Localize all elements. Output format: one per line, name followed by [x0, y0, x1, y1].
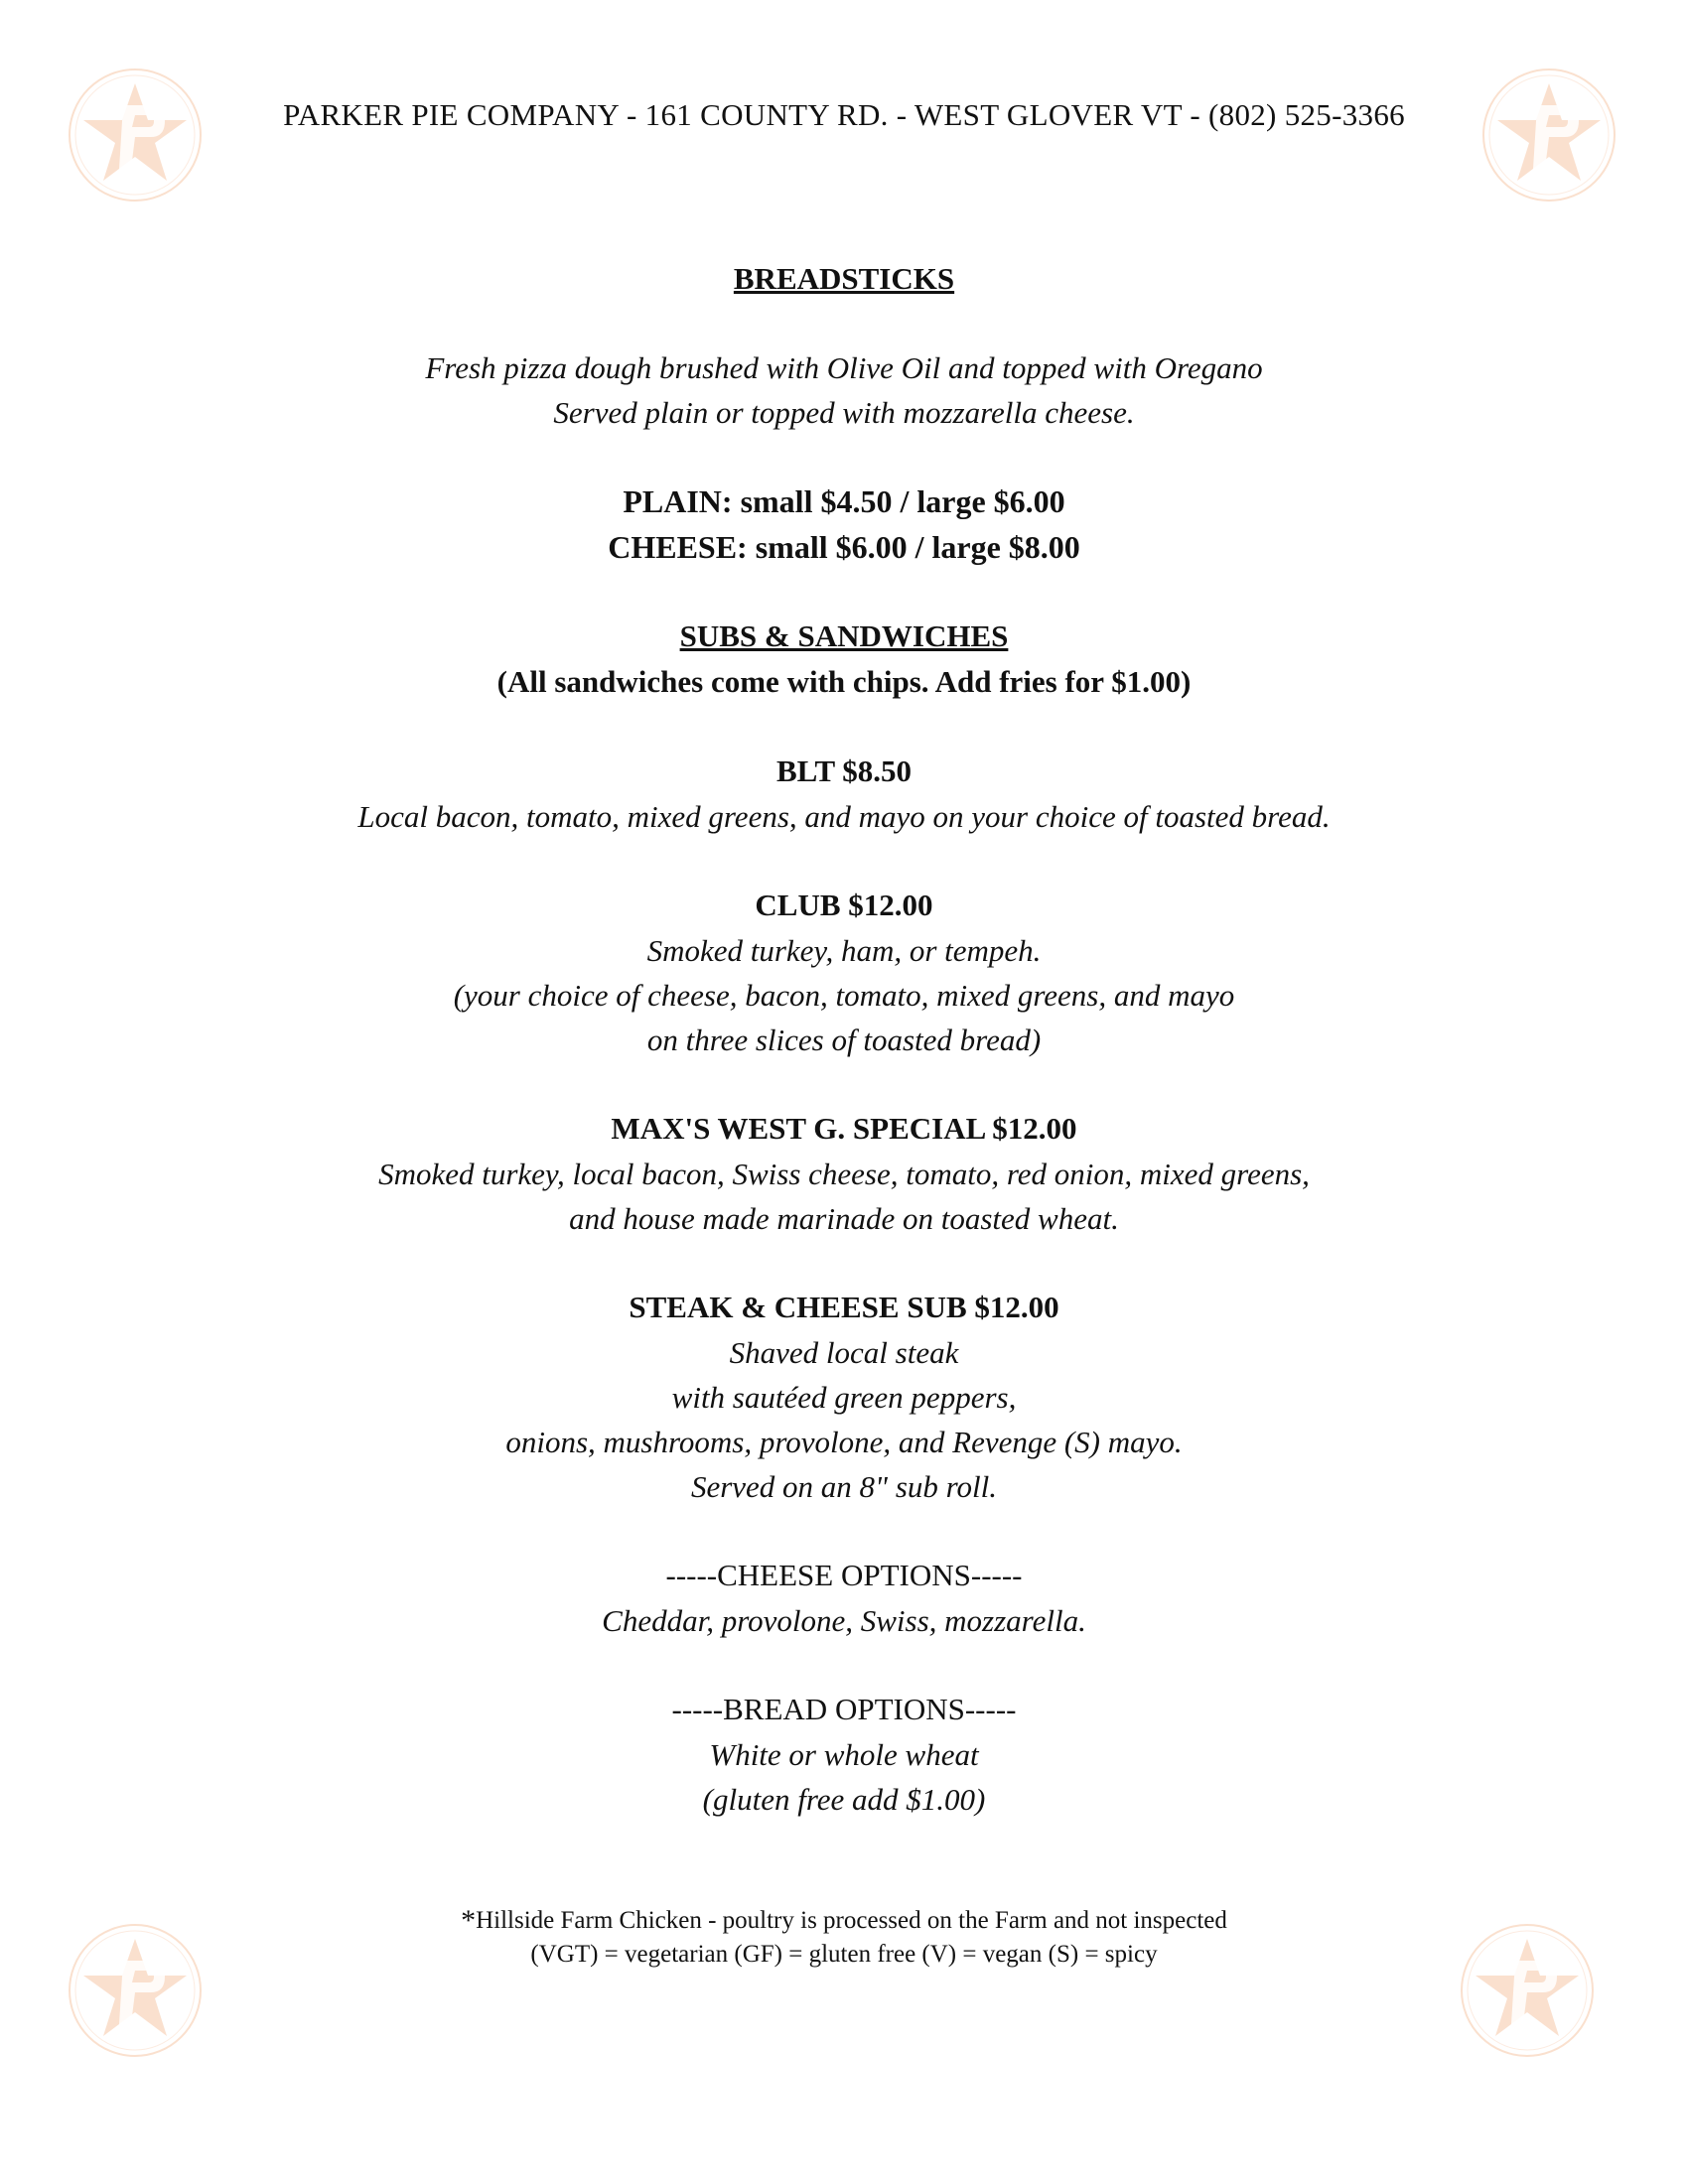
description-line: and house made marinade on toasted wheat.	[569, 1201, 1119, 1236]
parker-pie-logo-icon	[66, 66, 205, 205]
bread-options	[149, 1687, 1539, 1822]
subs-note: (All sandwiches come with chips. Add fries for $1.00)	[496, 664, 1192, 699]
description-line: on three slices of toasted bread)	[646, 1023, 1042, 1057]
description-line: White or whole wheat	[709, 1737, 979, 1772]
description-line: Smoked turkey, ham, or tempeh.	[646, 933, 1042, 968]
menu-item-blt	[149, 749, 1539, 839]
menu-body	[149, 256, 1539, 1822]
footer-text: Hillside Farm Chicken - poultry is processed on the Farm and not inspected	[476, 1907, 1227, 1934]
price-cheese: CHEESE: small $6.00 / large $8.00	[608, 529, 1080, 565]
item-name: CLUB $12.00	[755, 887, 933, 922]
description-line: Smoked turkey, local bacon, Swiss cheese, tomato, red onion, mixed greens,	[378, 1157, 1310, 1191]
section-title-subs: SUBS & SANDWICHES	[679, 618, 1009, 653]
footer-notes	[149, 1904, 1539, 1972]
item-name: STEAK & CHEESE SUB $12.00	[629, 1290, 1059, 1324]
section-title-breadsticks: BREADSTICKS	[733, 261, 955, 296]
description-line: (gluten free add $1.00)	[702, 1782, 986, 1817]
item-name: BLT $8.50	[775, 753, 913, 788]
menu-item-steak-cheese	[149, 1285, 1539, 1509]
options-title: -----CHEESE OPTIONS-----	[665, 1558, 1023, 1592]
footer-line-chicken	[149, 1904, 1539, 1938]
breadsticks-description	[149, 345, 1539, 435]
menu-item-club	[149, 883, 1539, 1062]
restaurant-header: PARKER PIE COMPANY - 161 COUNTY RD. - WEST GLOVER VT - (802) 525-3366	[283, 97, 1405, 132]
description-line: with sautéed green peppers,	[671, 1380, 1017, 1415]
description-line: Served on an 8" sub roll.	[690, 1469, 998, 1504]
description-line: (your choice of cheese, bacon, tomato, mixed greens, and mayo	[453, 978, 1235, 1013]
description-line: onions, mushrooms, provolone, and Revenge (S) mayo.	[505, 1425, 1183, 1459]
asterisk-mark: *	[461, 1904, 477, 1937]
footer-line-legend: (VGT) = vegetarian (GF) = gluten free (V) = vegan (S) = spicy	[530, 1941, 1158, 1968]
description-line: Shaved local steak	[729, 1335, 959, 1370]
description-line: Local bacon, tomato, mixed greens, and mayo on your choice of toasted bread.	[357, 799, 1331, 834]
item-name: MAX'S WEST G. SPECIAL $12.00	[611, 1111, 1077, 1146]
parker-pie-logo-icon	[1479, 66, 1618, 205]
description-line: Fresh pizza dough brushed with Olive Oil and topped with Oregano	[425, 350, 1263, 385]
options-title: -----BREAD OPTIONS-----	[671, 1692, 1017, 1726]
description-line: Served plain or topped with mozzarella cheese.	[553, 395, 1135, 430]
cheese-options	[149, 1553, 1539, 1643]
menu-item-maxs-special	[149, 1106, 1539, 1241]
price-plain: PLAIN: small $4.50 / large $6.00	[623, 483, 1065, 519]
description-line: Cheddar, provolone, Swiss, mozzarella.	[602, 1603, 1086, 1638]
